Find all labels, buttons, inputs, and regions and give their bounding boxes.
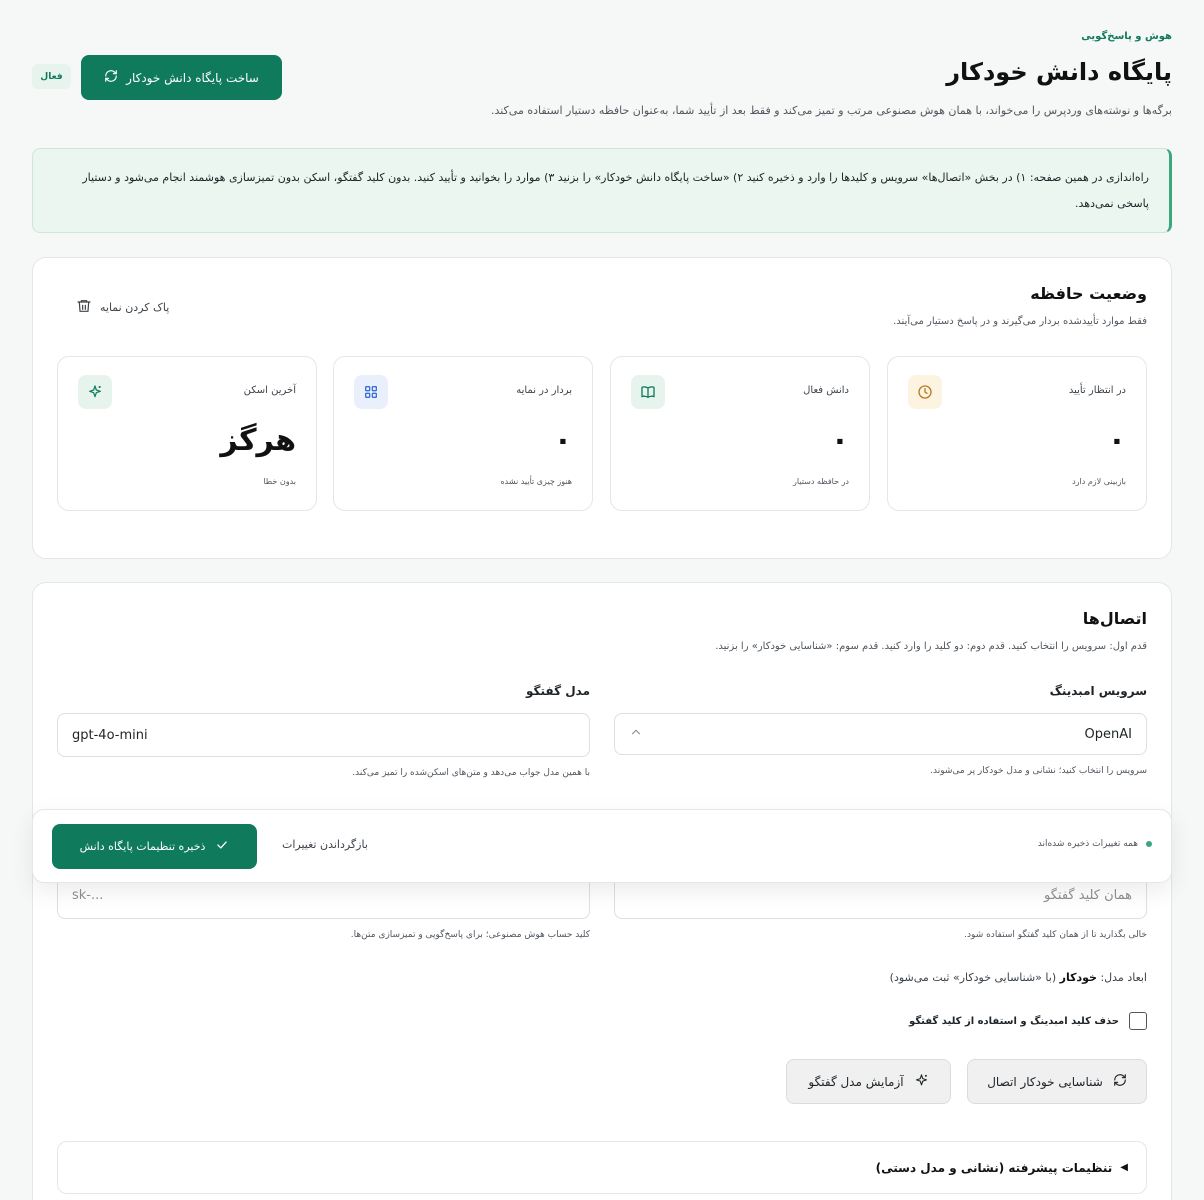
setup-notice	[32, 148, 1172, 233]
remove-embedding-key-option[interactable]	[909, 1012, 1147, 1030]
trash-icon	[76, 298, 92, 317]
chat-key-placeholder: sk-...	[72, 887, 104, 903]
stat-hint: هنوز چیزی تأیید نشده	[500, 477, 572, 486]
stat-label: آخرین اسکن	[243, 385, 296, 396]
embedding-key-help: خالی بگذارید تا از همان کلید گفتگو استفاده شود.	[964, 930, 1147, 940]
page-eyebrow: هوش و پاسخ‌گویی	[1081, 31, 1172, 42]
stat-label: بردار در نمایه	[516, 385, 572, 396]
memory-section-title: وضعیت حافظه	[1030, 284, 1147, 303]
chat-key-help: کلید حساب هوش مصنوعی؛ برای پاسخ‌گویی و تمیزسازی متن‌ها.	[350, 930, 590, 940]
sparkle-icon	[78, 375, 112, 409]
chat-model-help: با همین مدل جواب می‌دهد و متن‌های اسکن‌شده را تمیز می‌کند.	[352, 768, 590, 778]
save-settings-button[interactable]	[52, 824, 257, 869]
page-description: برگه‌ها و نوشته‌های وردپرس را می‌خواند، با همان هوش مصنوعی مرتب و تمیز می‌کند و فقط بعد از تأیید شما، به‌عنوان حافظه دستیار استفاده می‌کند.	[490, 104, 1172, 117]
advanced-settings-toggle[interactable]	[57, 1141, 1147, 1194]
revert-changes-button[interactable]: بازگرداندن تغییرات	[282, 838, 368, 851]
chat-model-input[interactable]	[57, 713, 590, 757]
chat-model-value: gpt-4o-mini	[72, 727, 148, 743]
stat-hint: در حافظه دستیار	[793, 477, 849, 486]
connections-section-title: اتصال‌ها	[1082, 609, 1147, 628]
save-settings-label: ذخیره تنظیمات پایگاه دانش	[79, 840, 206, 853]
stat-label: دانش فعال	[803, 385, 849, 396]
stat-card-pending	[887, 356, 1147, 511]
saved-status	[1038, 839, 1152, 849]
status-badge: فعال	[32, 64, 71, 89]
dimension-prefix: ابعاد مدل:	[1100, 971, 1147, 984]
test-chat-model-label: آزمایش مدل گفتگو	[808, 1074, 904, 1089]
refresh-icon	[1113, 1073, 1127, 1090]
clock-icon	[908, 375, 942, 409]
sparkle-icon	[914, 1073, 929, 1091]
stat-hint: بازبینی لازم دارد	[1072, 477, 1126, 486]
chat-model-label: مدل گفتگو	[526, 684, 590, 698]
stat-hint: بدون خطا	[263, 477, 296, 486]
memory-section-subtitle: فقط موارد تأییدشده بردار می‌گیرند و در پاسخ دستیار می‌آیند.	[893, 316, 1147, 327]
status-dot	[1146, 841, 1152, 847]
saved-status-text: همه تغییرات ذخیره شده‌اند	[1037, 839, 1138, 849]
remove-embedding-key-checkbox[interactable]	[1129, 1012, 1147, 1030]
test-chat-model-button[interactable]	[786, 1059, 951, 1104]
auto-detect-button[interactable]	[967, 1059, 1147, 1104]
embedding-service-label: سرویس امبدینگ	[1049, 684, 1147, 698]
dimension-value: خودکار	[1059, 971, 1097, 984]
stat-card-last-scan	[57, 356, 317, 511]
book-icon	[631, 375, 665, 409]
auto-detect-label: شناسایی خودکار اتصال	[987, 1074, 1103, 1089]
embedding-service-select[interactable]	[614, 713, 1147, 755]
refresh-icon	[104, 69, 118, 86]
model-dimension-info	[890, 971, 1147, 984]
stat-value: ۰	[553, 423, 572, 458]
stat-card-active-knowledge	[610, 356, 870, 511]
build-button-label: ساخت پایگاه دانش خودکار	[126, 70, 259, 85]
setup-notice-text: راه‌اندازی در همین صفحه: ۱) در بخش «اتصال‌ها» سرویس و کلیدها را وارد و ذخیره کنید ۲) «ساخت پایگاه دانش خودکار» را بزنید ۳) موارد را بخوانید و تأیید کنید. بدون کلید گفتگو، اسکن بدون تمیزسازی هوشمند انجام می‌شود و دستیار پاسخی نمی‌دهد.	[82, 171, 1149, 210]
embedding-service-value: OpenAI	[1084, 726, 1132, 742]
stat-label: در انتظار تأیید	[1068, 385, 1126, 396]
dimension-suffix: (با «شناسایی خودکار» ثبت می‌شود)	[889, 971, 1057, 984]
page-title: پایگاه دانش خودکار	[946, 58, 1172, 86]
advanced-settings-label: تنظیمات پیشرفته (نشانی و مدل دستی)	[875, 1160, 1113, 1175]
build-knowledge-base-button[interactable]	[81, 55, 282, 100]
grid-icon	[354, 375, 388, 409]
stat-value: هرگز	[220, 423, 296, 458]
stat-value: ۰	[830, 423, 849, 458]
clear-index-label: پاک کردن نمایه	[100, 301, 170, 314]
connections-section-subtitle: قدم اول: سرویس را انتخاب کنید. قدم دوم: دو کلید را وارد کنید. قدم سوم: «شناسایی خودکار» را بزنید.	[715, 641, 1147, 652]
stat-card-vectors	[333, 356, 593, 511]
chevron-up-icon	[629, 725, 643, 743]
clear-index-button[interactable]	[76, 298, 169, 317]
embedding-key-placeholder: همان کلید گفتگو	[1044, 887, 1132, 903]
check-icon	[215, 838, 229, 855]
embedding-service-help: سرویس را انتخاب کنید؛ نشانی و مدل خودکار پر می‌شوند.	[930, 766, 1147, 776]
remove-embedding-key-label: حذف کلید امبدینگ و استفاده از کلید گفتگو	[909, 1015, 1119, 1027]
triangle-left-icon: ◀	[1120, 1162, 1128, 1173]
stat-value: ۰	[1107, 423, 1126, 458]
